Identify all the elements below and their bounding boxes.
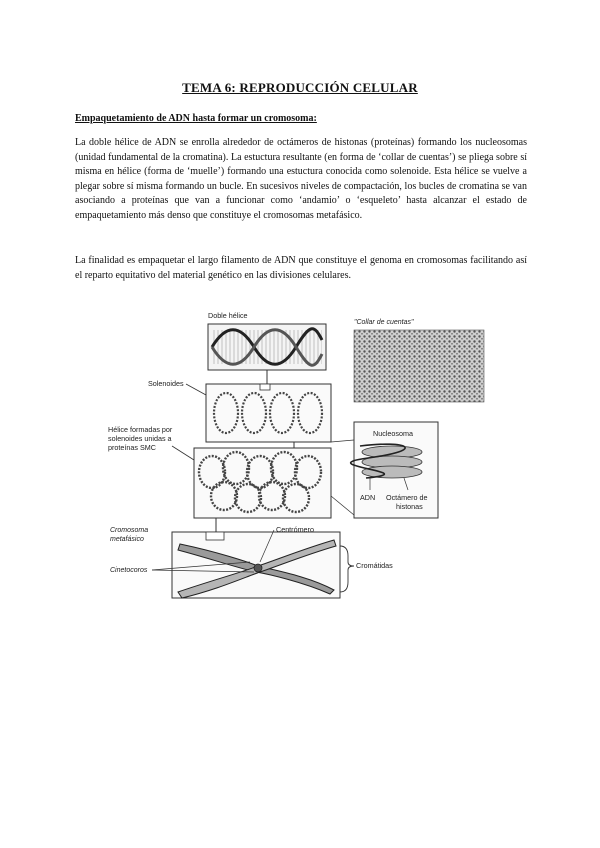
solenoid-panel [148,379,331,442]
label-solenoids: Solenoides [148,379,184,388]
label-double-helix: Doble hélice [208,311,248,320]
label-helix-line1: Hélice formadas por [108,425,173,434]
label-nucleosome: Nucleosoma [373,429,413,438]
paragraph-2: La finalidad es empaquetar el largo filamento de ADN que constituye el genoma en cromosomas facilitando así el reparto equitativo del material genético en las divisiones celulares. [75,255,527,281]
label-bead-necklace: "Collar de cuentas" [354,319,414,326]
label-chromosome-line2: metafásico [110,536,144,543]
label-dna: ADN [360,493,376,502]
label-helix-line2: solenoides unidas a [108,434,172,443]
metaphase-chromosome-panel [110,525,393,598]
label-centromere: Centrómero [276,525,314,534]
label-kinetochores: Cinetocoros [110,567,148,574]
label-chromosome-line1: Cromosoma [110,527,149,534]
nucleosome-panel [351,422,438,518]
label-chromatids: Cromátidas [356,561,393,570]
bead-necklace-micrograph [354,319,484,402]
label-octamer-line1: Octámero de [386,493,428,502]
chromatin-packaging-figure [108,300,500,600]
label-octamer-line2: histonas [396,502,423,511]
section-heading: Empaquetamiento de ADN hasta formar un cromosoma: [75,113,317,124]
page-title: TEMA 6: REPRODUCCIÓN CELULAR [182,80,418,95]
paragraph-1: La doble hélice de ADN se enrolla alrededor de octámeros de histonas (proteínas) formando los nucleosomas (unidad fundamental de la cromatina). La estuctura resultante (en forma de ‘collar de cuentas’) se pliega sobre sí misma en hélice (forma de ‘muelle’) formando una estuctura conocida como solenoide. Esta hélice se vuelve a plegar sobre sí misma formando un bucle. En sucesivos niveles de compactación, los bucles de cromatina se van asociando a proteínas que van a funcionar como ‘andamio’ o ‘esqueleto’ hasta alcanzar el estado de empaquetamiento más denso que constituye el cromosomas metafásico. [75,137,527,221]
label-helix-line3: proteínas SMC [108,443,156,452]
double-helix-panel [208,311,326,370]
